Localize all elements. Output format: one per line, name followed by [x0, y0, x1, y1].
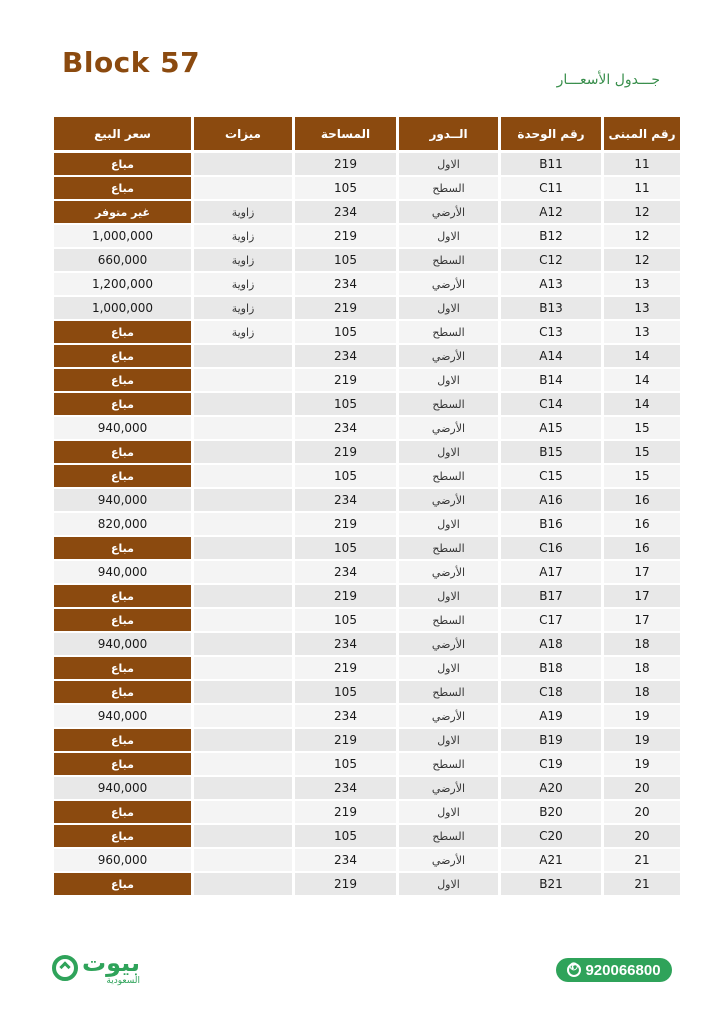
cell-floor: السطح: [399, 393, 498, 415]
cell-building: 18: [604, 681, 680, 703]
cell-features: [194, 153, 292, 175]
cell-features: [194, 825, 292, 847]
cell-area: 105: [295, 537, 396, 559]
table-row: [54, 801, 671, 823]
cell-features: [194, 537, 292, 559]
table-header: [54, 117, 676, 150]
cell-price: غير متوفر: [54, 201, 191, 223]
cell-features: زاوية: [194, 273, 292, 295]
cell-floor: الاول: [399, 801, 498, 823]
cell-building: 20: [604, 825, 680, 847]
cell-features: [194, 753, 292, 775]
cell-unit: B14: [501, 369, 601, 391]
cell-area: 105: [295, 177, 396, 199]
table-row: [54, 273, 671, 295]
cell-floor: السطح: [399, 609, 498, 631]
cell-floor: السطح: [399, 321, 498, 343]
table-row: [54, 849, 671, 871]
cell-building: 16: [604, 489, 680, 511]
header-floor: الــدور: [399, 117, 498, 150]
cell-building: 11: [604, 153, 680, 175]
cell-area: 219: [295, 441, 396, 463]
cell-price: 940,000: [54, 633, 191, 655]
table-row: [54, 753, 671, 775]
cell-price: مباع: [54, 753, 191, 775]
cell-unit: B18: [501, 657, 601, 679]
cell-floor: الاول: [399, 873, 498, 895]
cell-area: 219: [295, 225, 396, 247]
cell-features: [194, 417, 292, 439]
cell-features: [194, 465, 292, 487]
cell-features: [194, 873, 292, 895]
table-row: [54, 729, 671, 751]
whatsapp-icon: [567, 963, 581, 977]
cell-area: 105: [295, 681, 396, 703]
cell-building: 12: [604, 225, 680, 247]
cell-unit: B16: [501, 513, 601, 535]
cell-area: 219: [295, 369, 396, 391]
header-features: ميزات: [194, 117, 292, 150]
cell-building: 19: [604, 729, 680, 751]
logo-wordmark: بيوت: [82, 949, 140, 977]
cell-unit: C12: [501, 249, 601, 271]
cell-building: 14: [604, 393, 680, 415]
cell-floor: الاول: [399, 297, 498, 319]
cell-price: مباع: [54, 345, 191, 367]
cell-floor: السطح: [399, 681, 498, 703]
cell-features: [194, 849, 292, 871]
table-row: [54, 825, 671, 847]
cell-features: زاوية: [194, 321, 292, 343]
cell-price: 1,000,000: [54, 225, 191, 247]
cell-price: مباع: [54, 729, 191, 751]
header-unit: رقم الوحدة: [501, 117, 601, 150]
cell-unit: A21: [501, 849, 601, 871]
cell-floor: الاول: [399, 225, 498, 247]
cell-features: [194, 681, 292, 703]
table-row: [54, 609, 671, 631]
cell-features: [194, 489, 292, 511]
table-row: [54, 177, 671, 199]
table-row: [54, 249, 671, 271]
cell-features: [194, 609, 292, 631]
cell-building: 13: [604, 273, 680, 295]
cell-area: 234: [295, 417, 396, 439]
table-row: [54, 225, 671, 247]
cell-floor: الاول: [399, 513, 498, 535]
page-title: Block 57: [62, 46, 201, 79]
cell-unit: C19: [501, 753, 601, 775]
cell-building: 21: [604, 849, 680, 871]
cell-price: مباع: [54, 681, 191, 703]
cell-area: 219: [295, 297, 396, 319]
cell-area: 234: [295, 201, 396, 223]
cell-unit: A12: [501, 201, 601, 223]
table-row: [54, 513, 671, 535]
cell-building: 19: [604, 753, 680, 775]
cell-floor: الأرضي: [399, 705, 498, 727]
table-row: [54, 585, 671, 607]
cell-unit: C18: [501, 681, 601, 703]
cell-floor: السطح: [399, 177, 498, 199]
cell-floor: الأرضي: [399, 345, 498, 367]
cell-price: 940,000: [54, 777, 191, 799]
cell-unit: C17: [501, 609, 601, 631]
cell-price: مباع: [54, 585, 191, 607]
table-row: [54, 417, 671, 439]
cell-price: مباع: [54, 369, 191, 391]
cell-floor: الاول: [399, 657, 498, 679]
cell-unit: A14: [501, 345, 601, 367]
cell-unit: B21: [501, 873, 601, 895]
cell-building: 18: [604, 657, 680, 679]
cell-area: 219: [295, 657, 396, 679]
cell-floor: الاول: [399, 153, 498, 175]
cell-area: 219: [295, 153, 396, 175]
cell-unit: A18: [501, 633, 601, 655]
cell-building: 17: [604, 609, 680, 631]
cell-price: مباع: [54, 609, 191, 631]
cell-building: 16: [604, 513, 680, 535]
cell-features: [194, 177, 292, 199]
cell-unit: C20: [501, 825, 601, 847]
cell-building: 21: [604, 873, 680, 895]
table-row: [54, 201, 671, 223]
cell-unit: B17: [501, 585, 601, 607]
cell-features: زاوية: [194, 297, 292, 319]
cell-floor: الأرضي: [399, 417, 498, 439]
cell-features: [194, 777, 292, 799]
cell-floor: الأرضي: [399, 489, 498, 511]
cell-building: 17: [604, 585, 680, 607]
cell-area: 234: [295, 489, 396, 511]
table-row: [54, 633, 671, 655]
table-row: [54, 873, 671, 895]
cell-price: 660,000: [54, 249, 191, 271]
cell-building: 15: [604, 441, 680, 463]
cell-floor: الاول: [399, 729, 498, 751]
cell-area: 105: [295, 465, 396, 487]
cell-building: 12: [604, 201, 680, 223]
cell-floor: السطح: [399, 465, 498, 487]
cell-unit: B15: [501, 441, 601, 463]
table-row: [54, 345, 671, 367]
cell-building: 16: [604, 537, 680, 559]
cell-price: 1,200,000: [54, 273, 191, 295]
cell-unit: B11: [501, 153, 601, 175]
cell-area: 105: [295, 609, 396, 631]
cell-price: مباع: [54, 441, 191, 463]
cell-unit: A19: [501, 705, 601, 727]
cell-unit: A20: [501, 777, 601, 799]
cell-building: 12: [604, 249, 680, 271]
cell-price: 940,000: [54, 705, 191, 727]
cell-unit: B12: [501, 225, 601, 247]
cell-features: [194, 705, 292, 727]
cell-floor: الاول: [399, 585, 498, 607]
table-row: [54, 153, 671, 175]
cell-price: 820,000: [54, 513, 191, 535]
cell-floor: السطح: [399, 753, 498, 775]
table-row: [54, 297, 671, 319]
cell-area: 234: [295, 273, 396, 295]
cell-features: [194, 585, 292, 607]
cell-unit: B20: [501, 801, 601, 823]
cell-floor: السطح: [399, 537, 498, 559]
table-row: [54, 393, 671, 415]
cell-building: 13: [604, 297, 680, 319]
cell-building: 17: [604, 561, 680, 583]
table-body: [54, 153, 671, 895]
cell-floor: السطح: [399, 825, 498, 847]
cell-price: مباع: [54, 177, 191, 199]
header-building: رقم المبنى: [604, 117, 680, 150]
cell-price: مباع: [54, 825, 191, 847]
header-price: سعر البيع: [54, 117, 191, 150]
cell-area: 234: [295, 777, 396, 799]
cell-area: 234: [295, 345, 396, 367]
cell-features: [194, 561, 292, 583]
cell-floor: الأرضي: [399, 633, 498, 655]
phone-badge[interactable]: [556, 958, 672, 982]
table-row: [54, 321, 671, 343]
cell-features: زاوية: [194, 249, 292, 271]
cell-features: [194, 345, 292, 367]
cell-area: 105: [295, 753, 396, 775]
cell-features: [194, 369, 292, 391]
table-row: [54, 561, 671, 583]
cell-area: 105: [295, 393, 396, 415]
cell-features: [194, 513, 292, 535]
table-row: [54, 441, 671, 463]
cell-area: 234: [295, 705, 396, 727]
cell-features: [194, 633, 292, 655]
cell-floor: الاول: [399, 441, 498, 463]
cell-price: 940,000: [54, 561, 191, 583]
cell-price: 940,000: [54, 489, 191, 511]
cell-area: 234: [295, 633, 396, 655]
cell-floor: الأرضي: [399, 777, 498, 799]
cell-floor: الأرضي: [399, 273, 498, 295]
house-pin-icon: [52, 955, 78, 981]
phone-number: 920066800: [585, 961, 661, 979]
cell-unit: A17: [501, 561, 601, 583]
cell-features: [194, 441, 292, 463]
cell-floor: الأرضي: [399, 201, 498, 223]
table-row: [54, 705, 671, 727]
cell-unit: C15: [501, 465, 601, 487]
cell-features: [194, 393, 292, 415]
cell-features: زاوية: [194, 225, 292, 247]
cell-area: 219: [295, 513, 396, 535]
cell-unit: B13: [501, 297, 601, 319]
cell-price: مباع: [54, 321, 191, 343]
cell-unit: A15: [501, 417, 601, 439]
logo-tagline: السعودية: [106, 976, 140, 986]
cell-unit: C14: [501, 393, 601, 415]
table-row: [54, 537, 671, 559]
cell-area: 234: [295, 561, 396, 583]
cell-building: 15: [604, 417, 680, 439]
cell-building: 13: [604, 321, 680, 343]
cell-price: مباع: [54, 465, 191, 487]
cell-price: مباع: [54, 657, 191, 679]
cell-building: 19: [604, 705, 680, 727]
brand-logo: [52, 950, 140, 986]
price-table: [54, 117, 676, 897]
table-row: [54, 465, 671, 487]
cell-unit: A13: [501, 273, 601, 295]
cell-price: مباع: [54, 537, 191, 559]
cell-area: 219: [295, 801, 396, 823]
cell-building: 20: [604, 801, 680, 823]
cell-price: مباع: [54, 873, 191, 895]
cell-unit: C11: [501, 177, 601, 199]
table-row: [54, 657, 671, 679]
cell-floor: الأرضي: [399, 561, 498, 583]
cell-price: 960,000: [54, 849, 191, 871]
cell-building: 14: [604, 369, 680, 391]
cell-price: 940,000: [54, 417, 191, 439]
page-subtitle: جـــدول الأسعـــار: [556, 72, 660, 88]
table-row: [54, 681, 671, 703]
cell-floor: الأرضي: [399, 849, 498, 871]
cell-area: 219: [295, 873, 396, 895]
cell-price: مباع: [54, 153, 191, 175]
cell-price: 1,000,000: [54, 297, 191, 319]
cell-building: 20: [604, 777, 680, 799]
cell-area: 105: [295, 249, 396, 271]
cell-area: 105: [295, 321, 396, 343]
cell-features: [194, 729, 292, 751]
cell-building: 11: [604, 177, 680, 199]
cell-area: 234: [295, 849, 396, 871]
cell-unit: A16: [501, 489, 601, 511]
cell-floor: السطح: [399, 249, 498, 271]
cell-building: 14: [604, 345, 680, 367]
cell-unit: C13: [501, 321, 601, 343]
cell-area: 219: [295, 585, 396, 607]
cell-unit: C16: [501, 537, 601, 559]
cell-price: مباع: [54, 801, 191, 823]
table-row: [54, 489, 671, 511]
cell-area: 105: [295, 825, 396, 847]
cell-building: 18: [604, 633, 680, 655]
cell-unit: B19: [501, 729, 601, 751]
cell-floor: الاول: [399, 369, 498, 391]
cell-area: 219: [295, 729, 396, 751]
cell-features: زاوية: [194, 201, 292, 223]
cell-building: 15: [604, 465, 680, 487]
header-area: المساحة: [295, 117, 396, 150]
table-row: [54, 777, 671, 799]
table-row: [54, 369, 671, 391]
cell-features: [194, 801, 292, 823]
cell-price: مباع: [54, 393, 191, 415]
cell-features: [194, 657, 292, 679]
